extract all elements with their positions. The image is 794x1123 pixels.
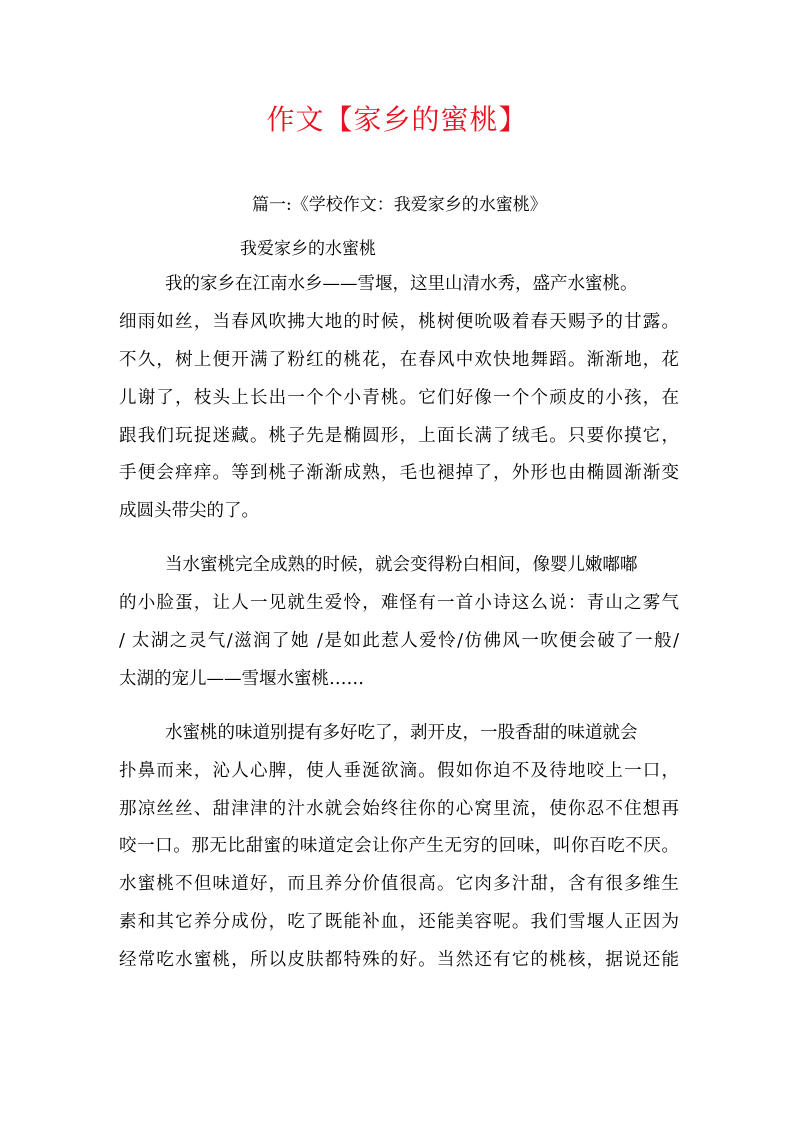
text-line: 我的家乡在江南水乡——雪堰，这里山清水秀，盛产水蜜桃。 — [165, 274, 638, 294]
article-body — [119, 266, 679, 980]
text-line: / 太湖之灵气/滋润了她 /是如此惹人爱怜/仿佛风一吹便会破了一般/ — [119, 631, 679, 652]
text-line: 成圆头带尖的了。 — [119, 501, 259, 522]
text-line: 咬一口。那无比甜蜜的味道定会让你产生无穷的回味，叫你百吃不厌。 — [119, 836, 679, 857]
document-title: 作文【家乡的蜜桃】 — [266, 103, 528, 136]
text-line: 太湖的宠儿——雪堰水蜜桃…… — [119, 668, 364, 689]
text-line: 水蜜桃不但味道好，而且养分价值很高。它肉多汁甜，含有很多维生 — [119, 874, 679, 895]
text-line: 手便会痒痒。等到桃子渐渐成熟，毛也褪掉了，外形也由椭圆渐渐变 — [119, 463, 679, 484]
text-line: 的小脸蛋，让人一见就生爱怜，难怪有一首小诗这么说：青山之雾气 — [119, 593, 679, 614]
text-line: 经常吃水蜜桃，所以皮肤都特殊的好。当然还有它的桃核，据说还能 — [119, 950, 679, 971]
paragraph — [119, 547, 679, 699]
paragraph — [119, 715, 679, 980]
text-line: 当水蜜桃完全成熟的时候，就会变得粉白相间，像婴儿嫩嘟嘟 — [165, 555, 638, 576]
paragraph — [119, 266, 679, 531]
text-line: 跟我们玩捉迷藏。桃子先是椭圆形，上面长满了绒毛。只要你摸它， — [119, 425, 679, 446]
text-line: 扑鼻而来，沁人心脾，使人垂涎欲滴。假如你迫不及待地咬上一口， — [119, 760, 679, 781]
text-line: 细雨如丝，当春风吹拂大地的时候，桃树便吮吸着春天赐予的甘露。 — [119, 311, 679, 332]
text-line: 不久，树上便开满了粉红的桃花，在春风中欢快地舞蹈。渐渐地，花 — [119, 349, 679, 370]
text-line: 水蜜桃的味道别提有多好吃了，剥开皮，一股香甜的味道就会 — [165, 722, 638, 743]
text-line: 素和其它养分成份，吃了既能补血，还能美容呢。我们雪堰人正因为 — [119, 912, 679, 933]
text-line: 儿谢了，枝头上长出一个个小青桃。它们好像一个个顽皮的小孩，在 — [119, 387, 679, 408]
text-line: 那凉丝丝、甜津津的汁水就会始终往你的心窝里流，使你忍不住想再 — [119, 798, 679, 819]
article-heading: 我爱家乡的水蜜桃 — [240, 239, 376, 259]
article-subtitle: 篇一:《学校作文：我爱家乡的水蜜桃》 — [252, 195, 547, 215]
